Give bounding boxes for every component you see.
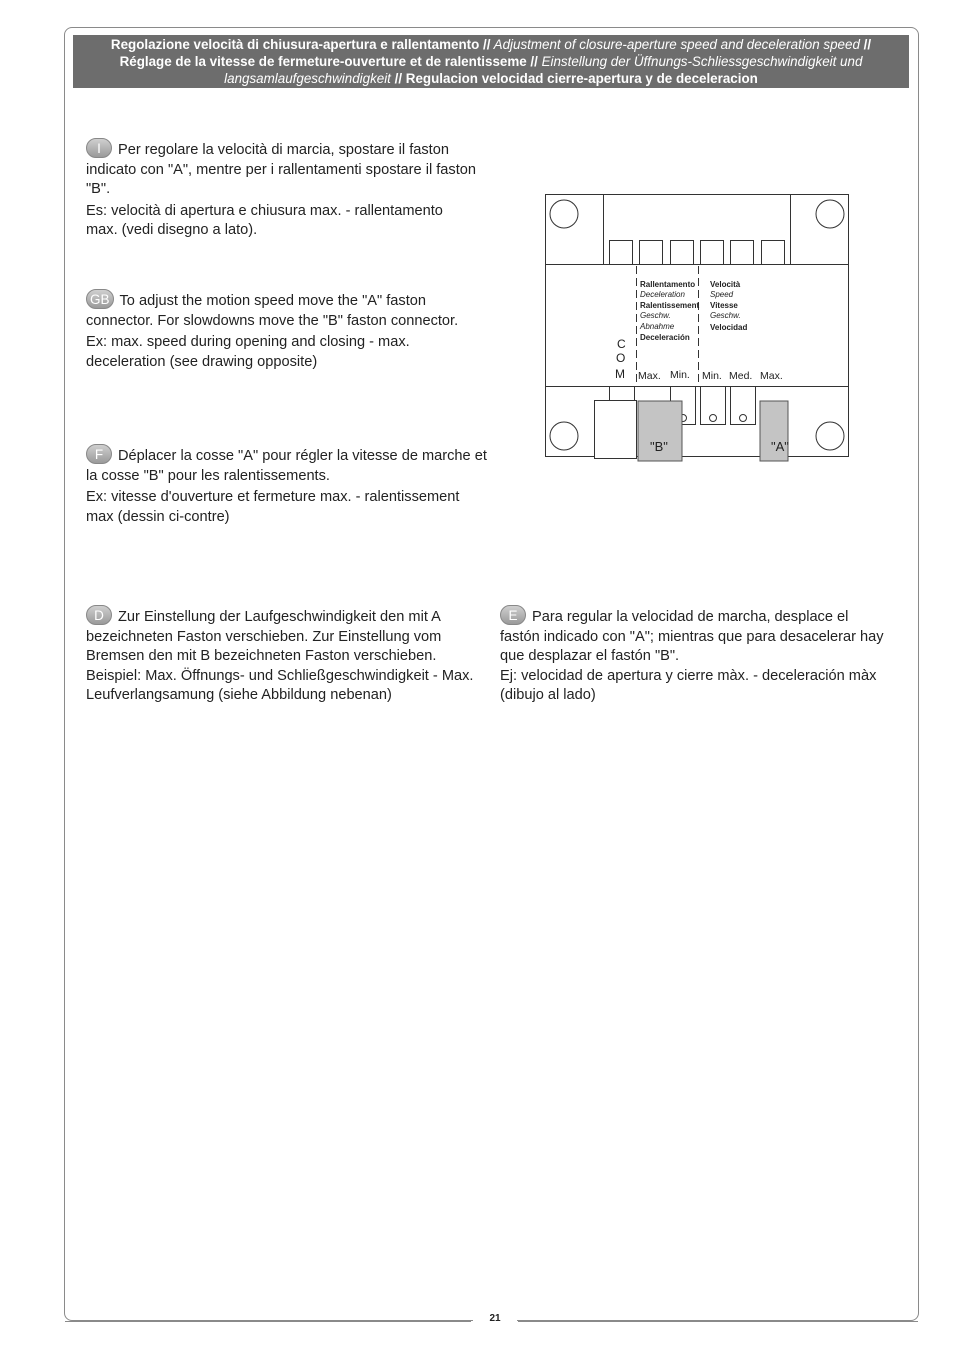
speed-med-label: Med. xyxy=(729,370,753,382)
speed-label-de: Geschw. xyxy=(710,311,741,320)
speed-med-contact xyxy=(740,415,747,422)
german-text-1: Zur Einstellung der Laufgeschwindigkeit den mit A bezeichneten Faston verschieben. Zur Einstellung vom Bremsen den mit B bezeichneten Faston verschieben. Beispiel: Max. Öffnungs- und Schließgeschwindigkeit - Max. Leufverlangsamung (siehe Abbildung nebenan) xyxy=(86,609,474,703)
lang-badge-german: D xyxy=(86,605,112,625)
english-text-2: Ex: max. speed during opening and closing - max. deceleration (see drawing opposite) xyxy=(86,334,410,370)
decel-label-es: Deceleración xyxy=(640,333,690,342)
french-text-1: Déplacer la cosse "A" pour régler la vitesse de marche et la cosse "B" pour les ralentissements. xyxy=(86,448,487,484)
section-english xyxy=(86,289,481,372)
connector-a-label: "A" xyxy=(771,439,789,454)
decel-label-it: Rallentamento xyxy=(640,280,696,289)
speed-min-label: Min. xyxy=(702,370,722,382)
italian-text-1: Per regolare la velocità di marcia, spostare il faston indicato con "A", mentre per i rallentamenti spostare il faston "B". xyxy=(86,142,476,197)
header-title-it: Regolazione velocità di chiusura-apertura e rallentamento // xyxy=(110,37,491,52)
speed-label-it: Velocità xyxy=(710,280,741,289)
speed-min-terminal xyxy=(701,387,726,425)
italian-paragraph-1 xyxy=(86,138,478,200)
faston-connector-diagram xyxy=(540,190,860,470)
decel-label-fr: Ralentissement xyxy=(640,301,700,310)
lang-badge-french: F xyxy=(86,444,112,464)
english-text-1: To adjust the motion speed move the "A" faston connector. For slowdowns move the "B" faston connector. xyxy=(86,293,459,329)
decel-label-de-1: Geschw. xyxy=(640,311,671,320)
header-title-fr: Réglage de la vitesse de fermeture-ouverture et de ralentisseme // xyxy=(119,54,538,69)
com-terminal xyxy=(610,387,635,401)
spanish-text-1: Para regular la velocidad de marcha, desplace el fastón indicado con "A"; mientras que para desacelerar hay que desplazar el fastón "B". xyxy=(500,609,884,664)
com-letter-m: M xyxy=(615,367,625,381)
mounting-hole-top-right xyxy=(816,200,844,228)
lang-badge-spanish: E xyxy=(500,605,526,625)
spanish-text-2: Ej: velocidad de apertura y cierre màx. - deceleración màx (dibujo al lado) xyxy=(500,667,877,703)
decel-min-label: Min. xyxy=(670,369,690,381)
board-bottom-panel xyxy=(546,387,849,457)
english-paragraph-1 xyxy=(86,289,481,331)
french-text-2: Ex: vitesse d'ouverture et fermeture max. - ralentissement max (dessin ci-contre) xyxy=(86,489,460,525)
connector-b-label: "B" xyxy=(650,439,668,454)
com-letter-c: C xyxy=(617,337,626,351)
decel-label-en: Deceleration xyxy=(640,290,685,299)
spanish-paragraph-1 xyxy=(500,605,885,667)
speed-med-terminal xyxy=(731,387,756,425)
speed-min-contact xyxy=(710,415,717,422)
header-title-de-cont: langsamlaufgeschwindigkeit xyxy=(224,71,391,86)
mounting-hole-bottom-right xyxy=(816,422,844,450)
header-title-es: // Regulacion velocidad cierre-apertura y de deceleracion xyxy=(390,71,758,86)
speed-label-es: Velocidad xyxy=(710,323,748,332)
board-middle-panel xyxy=(546,265,849,387)
page-header xyxy=(73,35,909,88)
lang-badge-english: GB xyxy=(86,289,114,309)
header-separator: // xyxy=(859,37,872,52)
com-connector-housing xyxy=(595,401,637,459)
section-german xyxy=(86,605,478,706)
lang-badge-italian: I xyxy=(86,138,112,158)
section-spanish xyxy=(500,605,885,706)
top-terminal-4 xyxy=(701,241,724,265)
section-french xyxy=(86,444,488,527)
decel-label-de-2: Abnahme xyxy=(640,322,675,331)
section-italian xyxy=(86,138,478,241)
header-title-en: Adjustment of closure-aperture speed and deceleration speed xyxy=(490,37,860,52)
top-terminal-6 xyxy=(762,241,785,265)
mounting-hole-top-left xyxy=(550,200,578,228)
board-top-center-block xyxy=(604,195,791,265)
top-terminal-3 xyxy=(671,241,694,265)
mounting-hole-bottom-left xyxy=(550,422,578,450)
speed-label-fr: Vitesse xyxy=(710,301,738,310)
top-terminal-5 xyxy=(731,241,754,265)
german-paragraph-1 xyxy=(86,605,478,706)
page-number: 21 xyxy=(473,1313,517,1324)
french-paragraph-1 xyxy=(86,444,488,486)
com-letter-o: O xyxy=(616,351,626,365)
italian-text-2: Es: velocità di apertura e chiusura max. - rallentamento max. (vedi disegno a lato). xyxy=(86,202,443,238)
decel-max-label: Max. xyxy=(638,370,661,382)
speed-max-label: Max. xyxy=(760,370,783,382)
speed-label-en: Speed xyxy=(710,290,734,299)
top-terminal-1 xyxy=(610,241,633,265)
header-title-de: Einstellung der Üffnungs-Schliessgeschwindigkeit und xyxy=(537,54,863,69)
top-terminal-2 xyxy=(640,241,663,265)
